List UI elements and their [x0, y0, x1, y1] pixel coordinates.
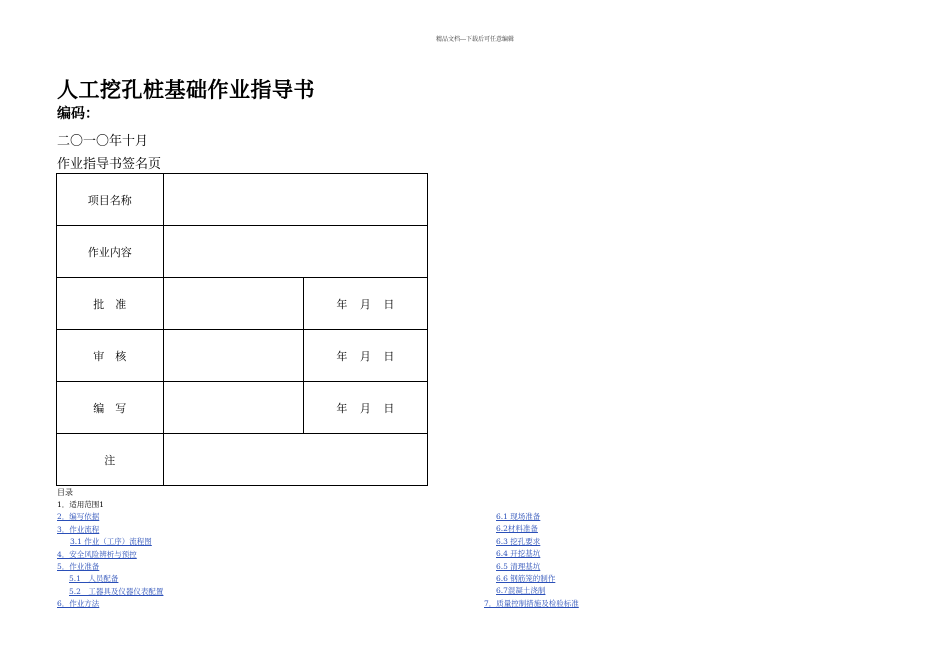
note-cell[interactable] — [163, 434, 428, 486]
toc-link-preparation[interactable]: 5．作业准备 — [57, 562, 100, 572]
approve-date-cell: 年 月 日 — [303, 278, 427, 330]
work-content-cell[interactable] — [163, 226, 428, 278]
write-date-cell: 年 月 日 — [303, 382, 427, 434]
review-label: 审 核 — [57, 330, 164, 382]
document-date: 二〇一〇年十月 — [57, 134, 149, 149]
table-row — [57, 278, 428, 330]
toc-link-basis[interactable]: 2．编写依据 — [57, 512, 100, 522]
note-label: 注 — [57, 434, 164, 486]
toc-link-quality[interactable]: 7．质量控制措施及检验标准 — [484, 598, 579, 608]
project-name-label: 项目名称 — [57, 174, 164, 226]
toc-link-cleaning[interactable]: 6.5 清理基坑 — [496, 561, 541, 571]
toc-link-safety-risk[interactable]: 4．安全风险辨析与预控 — [57, 549, 137, 559]
toc-link-site-prep[interactable]: 6.1 现场准备 — [496, 512, 541, 521]
toc-link-flowchart[interactable]: 3.1 作业（工序）流程图 — [70, 537, 152, 547]
work-content-label: 作业内容 — [57, 226, 164, 278]
table-row — [57, 174, 428, 226]
toc-link-excavation[interactable]: 6.4 开挖基坑 — [496, 549, 541, 559]
sign-page-title: 作业指导书签名页 — [57, 157, 162, 172]
document-title: 人工挖孔桩基础作业指导书 — [57, 78, 315, 102]
write-signature-cell[interactable] — [163, 382, 303, 434]
toc-link-tools[interactable]: 5.2 工器具及仪器仪表配置 — [69, 586, 164, 596]
table-row — [57, 226, 428, 278]
header-note: 精品文档---下载后可任意编辑 — [435, 36, 515, 43]
code-label: 编码： — [57, 106, 99, 122]
toc-link-staffing[interactable]: 5.1 人员配备 — [69, 574, 119, 584]
project-name-cell[interactable] — [163, 174, 428, 226]
approve-signature-cell[interactable] — [163, 278, 303, 330]
write-label: 编 写 — [57, 382, 164, 434]
toc-title: 目录 — [57, 488, 73, 497]
toc-left-column — [57, 499, 163, 611]
signature-table — [56, 173, 428, 486]
toc-item-scope: 1．适用范围1 — [57, 500, 105, 509]
review-date-cell: 年 月 日 — [303, 330, 427, 382]
table-row — [57, 382, 428, 434]
toc-right-column — [484, 511, 579, 610]
table-row — [57, 434, 428, 486]
toc-link-workflow[interactable]: 3．作业流程 — [57, 524, 100, 534]
review-signature-cell[interactable] — [163, 330, 303, 382]
toc-link-rebar-cage[interactable]: 6.6 钢筋笼的制作 — [496, 574, 556, 584]
toc-link-material-prep[interactable]: 6.2材料准备 — [496, 524, 538, 534]
approve-label: 批 准 — [57, 278, 164, 330]
toc-link-methods[interactable]: 6．作业方法 — [57, 599, 100, 609]
table-row — [57, 330, 428, 382]
toc-link-concrete[interactable]: 6.7混凝土浇制 — [496, 586, 546, 596]
toc-link-digging-req[interactable]: 6.3 挖孔要求 — [496, 536, 541, 546]
